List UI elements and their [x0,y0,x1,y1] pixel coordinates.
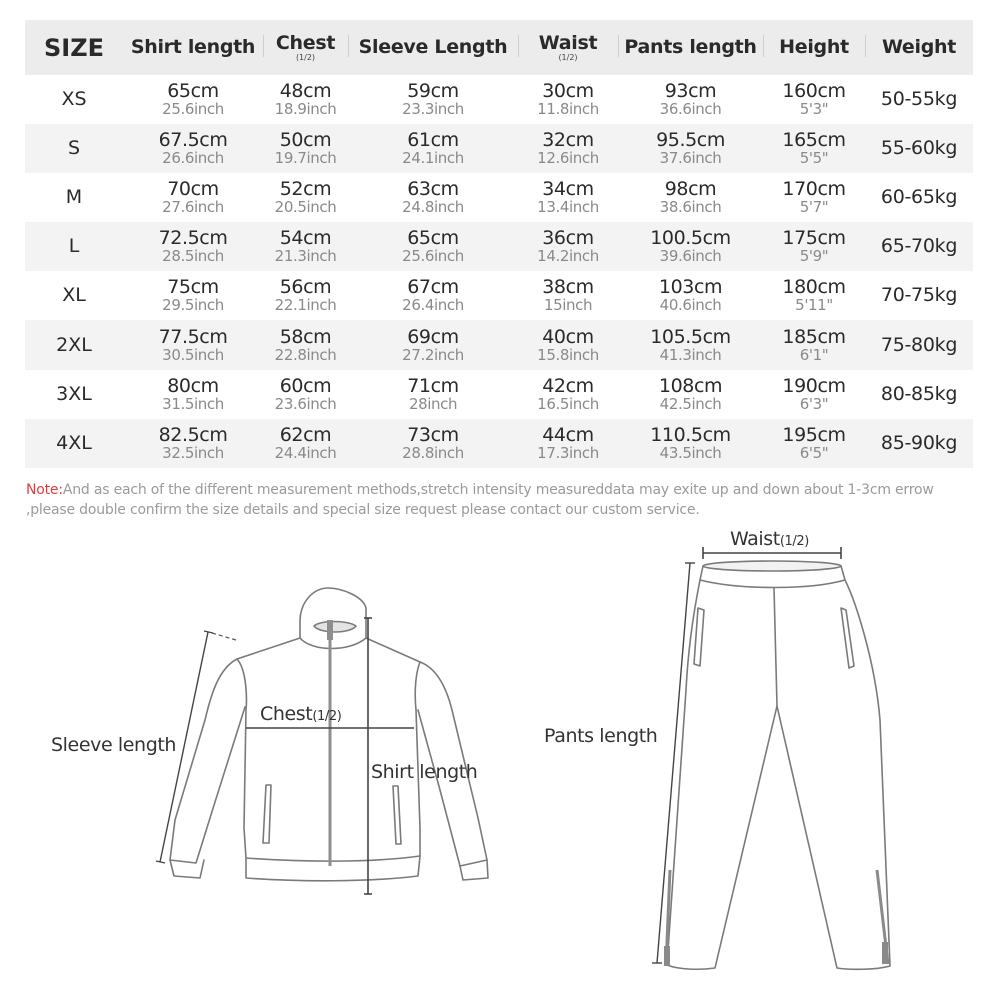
weight-cell: 75-80kg [880,333,958,356]
pants-length-in: 37.6inch [659,149,722,168]
pants-length-cm: 93cm [664,80,717,103]
height-ft: 5'11" [795,296,833,315]
waist-cell [518,131,618,166]
shirt-length-in: 28.5inch [162,247,224,266]
sleeve-length-in: 24.1inch [402,149,464,168]
sleeve-length-cm: 67cm [407,276,459,299]
pants-length-cell [618,278,763,313]
sleeve-length-cell [348,82,518,117]
chest-cm: 52cm [279,178,332,201]
waist-cm: 42cm [542,374,594,397]
table-row [25,419,973,468]
pants-length-cell [618,180,763,215]
weight-cell: 50-55kg [880,88,958,111]
sleeve-length-in: 27.2inch [402,345,464,364]
sleeve-length-cell [348,278,518,313]
shirt-length-cm: 67.5cm [158,129,228,152]
weight-cell: 85-90kg [880,431,958,454]
chest-cell [263,229,348,264]
header-size: SIZE [43,33,104,62]
chest-cm: 54cm [279,227,332,250]
waist-cm: 38cm [542,276,594,299]
chest-in: 19.7inch [274,149,337,168]
size-cell: L [68,235,80,258]
sleeve-length-cm: 73cm [407,423,459,446]
size-cell: 3XL [56,382,92,405]
pants-diagram [530,520,950,990]
size-cell: S [67,137,81,160]
sleeve-length-in: 24.8inch [402,198,464,217]
waist-in: 14.2inch [537,247,599,266]
chest-in: 23.6inch [274,394,337,413]
height-ft: 6'1" [799,345,829,364]
height-cm: 195cm [782,423,846,446]
chest-cm: 48cm [279,80,332,103]
chest-cell [263,180,348,215]
shirt-length-cm: 65cm [167,80,219,103]
header-weight: Weight [865,38,973,57]
height-ft: 6'5" [799,443,829,462]
height-cm: 190cm [782,374,846,397]
shirt-length-in: 31.5inch [162,394,224,413]
chest-in: 18.9inch [274,100,337,119]
shirt-length-cm: 77.5cm [158,325,228,348]
height-cell [763,325,865,364]
size-cell: XL [62,284,86,307]
waist-cm: 44cm [542,423,594,446]
table-row [25,173,973,222]
chest-cell [263,278,348,313]
chest-cm: 60cm [279,374,332,397]
height-cm: 165cm [782,129,846,152]
shirt-length-cell [123,131,263,166]
header-shirt-length: Shirt length [130,36,256,58]
sleeve-length-cm: 65cm [407,227,459,250]
shirt-length-cell [123,180,263,215]
sleeve-length-cell [348,229,518,264]
sleeve-length-cm: 63cm [407,178,459,201]
sleeve-length-cell [348,423,518,462]
height-cell [763,180,865,215]
chest-cell [263,131,348,166]
size-cell: XS [61,88,87,111]
chest-in: 21.3inch [274,247,337,266]
shirt-length-in: 29.5inch [162,296,224,315]
table-header [25,20,973,75]
pants-length-cm: 103cm [658,276,723,299]
chest-cell [263,82,348,117]
shirt-length-label: Shirt length [371,761,478,783]
pants-length-in: 36.6inch [659,100,722,119]
pants-length-in: 43.5inch [659,443,722,462]
table-row [25,320,973,369]
waist-in: 12.6inch [537,149,599,168]
shirt-length-in: 26.6inch [162,149,224,168]
waist-cell [518,423,618,462]
sleeve-length-cell [348,180,518,215]
size-cell: M [65,186,83,209]
chest-cell [263,423,348,462]
size-cell: 2XL [56,333,92,356]
waist-in: 16.5inch [537,394,599,413]
pants-length-cm: 95.5cm [656,129,725,152]
waist-cm: 30cm [542,80,594,103]
pants-length-cell [618,325,763,364]
pants-length-cell [618,229,763,264]
height-cm: 180cm [782,276,846,299]
pants-length-in: 40.6inch [659,296,722,315]
header-waist: Waist (1/2) [518,34,618,62]
header-sleeve-length: Sleeve Length [348,38,518,57]
chest-cm: 58cm [279,325,332,348]
chest-in: 24.4inch [274,443,337,462]
sleeve-length-in: 23.3inch [402,100,464,119]
shirt-length-in: 27.6inch [162,198,224,217]
shirt-length-cell [123,229,263,264]
weight-cell: 60-65kg [880,186,958,209]
pants-length-cm: 105.5cm [650,325,731,348]
pants-length-label: Pants length [544,725,658,747]
chest-cm: 50cm [279,129,332,152]
shirt-length-cm: 72.5cm [158,227,228,250]
sleeve-length-cm: 61cm [407,129,459,152]
table-row [25,370,973,419]
height-cell [763,82,865,117]
height-ft: 5'7" [799,198,829,217]
chest-cm: 56cm [279,276,332,299]
pants-length-cell [618,423,763,462]
sleeve-length-in: 28.8inch [402,443,464,462]
table-row [25,75,973,124]
shirt-length-in: 30.5inch [162,345,224,364]
shirt-length-cm: 80cm [167,374,219,397]
height-ft: 5'3" [799,100,829,119]
shirt-length-cell [123,82,263,117]
sleeve-length-cell [348,325,518,364]
header-chest: Chest (1/2) [263,34,348,62]
waist-cell [518,229,618,264]
table-row [25,124,973,173]
waist-cm: 36cm [542,227,594,250]
pants-length-cell [618,131,763,166]
pants-illustration-icon [530,520,950,990]
waist-cell [518,180,618,215]
height-cm: 175cm [782,227,846,250]
sleeve-length-in: 26.4inch [402,296,464,315]
note-label: Note: [26,482,63,498]
shirt-length-in: 32.5inch [162,443,224,462]
height-ft: 6'3" [799,394,829,413]
chest-in: 20.5inch [274,198,337,217]
waist-cell [518,278,618,313]
header-pants-length: Pants length [618,38,763,57]
waist-in: 17.3inch [537,443,599,462]
waist-in: 13.4inch [537,198,599,217]
weight-cell: 70-75kg [880,284,958,307]
pants-length-in: 41.3inch [659,345,722,364]
waist-label: Waist(1/2) [730,528,809,550]
height-cm: 160cm [782,80,846,103]
sleeve-length-cell [348,131,518,166]
sleeve-length-cm: 71cm [407,374,459,397]
waist-in: 11.8inch [537,100,599,119]
chest-cell [263,325,348,364]
measurement-note [26,480,986,520]
shirt-length-cell [123,325,263,364]
sleeve-length-label: Sleeve length [51,734,177,756]
sleeve-length-in: 25.6inch [402,247,464,266]
table-body [25,75,973,468]
sleeve-length-cell [348,374,518,413]
pants-length-cm: 110.5cm [650,423,731,446]
shirt-length-cell [123,374,263,413]
height-cell [763,278,865,313]
pants-length-cell [618,82,763,117]
height-cell [763,229,865,264]
height-cm: 185cm [782,325,846,348]
shirt-length-cm: 82.5cm [158,423,228,446]
waist-in: 15inch [543,296,593,315]
size-chart-table [25,20,973,468]
pants-length-in: 42.5inch [659,394,722,413]
waist-cell [518,82,618,117]
pants-length-in: 38.6inch [659,198,722,217]
shirt-length-cm: 75cm [167,276,219,299]
jacket-diagram [0,560,520,920]
chest-in: 22.8inch [274,345,337,364]
waist-cm: 32cm [542,129,594,152]
waist-cm: 40cm [542,325,594,348]
table-row [25,271,973,320]
height-cell [763,423,865,462]
waist-in: 15.8inch [537,345,599,364]
chest-cell [263,374,348,413]
size-cell: 4XL [56,431,92,454]
height-cell [763,131,865,166]
shirt-length-in: 25.6inch [162,100,224,119]
height-ft: 5'5" [799,149,829,168]
sleeve-length-cm: 69cm [407,325,459,348]
pants-length-cm: 108cm [658,374,723,397]
header-height: Height [763,38,865,57]
weight-cell: 80-85kg [880,382,958,405]
pants-length-cm: 98cm [664,178,717,201]
chest-in: 22.1inch [274,296,337,315]
height-cell [763,374,865,413]
height-cm: 170cm [782,178,846,201]
shirt-length-cm: 70cm [167,178,219,201]
pants-length-in: 39.6inch [659,247,722,266]
waist-cm: 34cm [542,178,594,201]
pants-length-cm: 100.5cm [650,227,731,250]
shirt-length-cell [123,423,263,462]
shirt-length-cell [123,278,263,313]
sleeve-length-cm: 59cm [407,80,459,103]
height-ft: 5'9" [799,247,829,266]
note-text: And as each of the different measurement methods,stretch intensity measureddata may exite up and down about 1-3cm errow ,please double confirm the size details and special size request please contact our custom service. [26,482,934,518]
pants-length-cell [618,374,763,413]
table-row [25,222,973,271]
sleeve-length-in: 28inch [408,394,458,413]
weight-cell: 55-60kg [880,137,958,160]
waist-cell [518,374,618,413]
chest-cm: 62cm [279,423,332,446]
waist-cell [518,325,618,364]
weight-cell: 65-70kg [880,235,958,258]
chest-label: Chest(1/2) [260,703,342,725]
